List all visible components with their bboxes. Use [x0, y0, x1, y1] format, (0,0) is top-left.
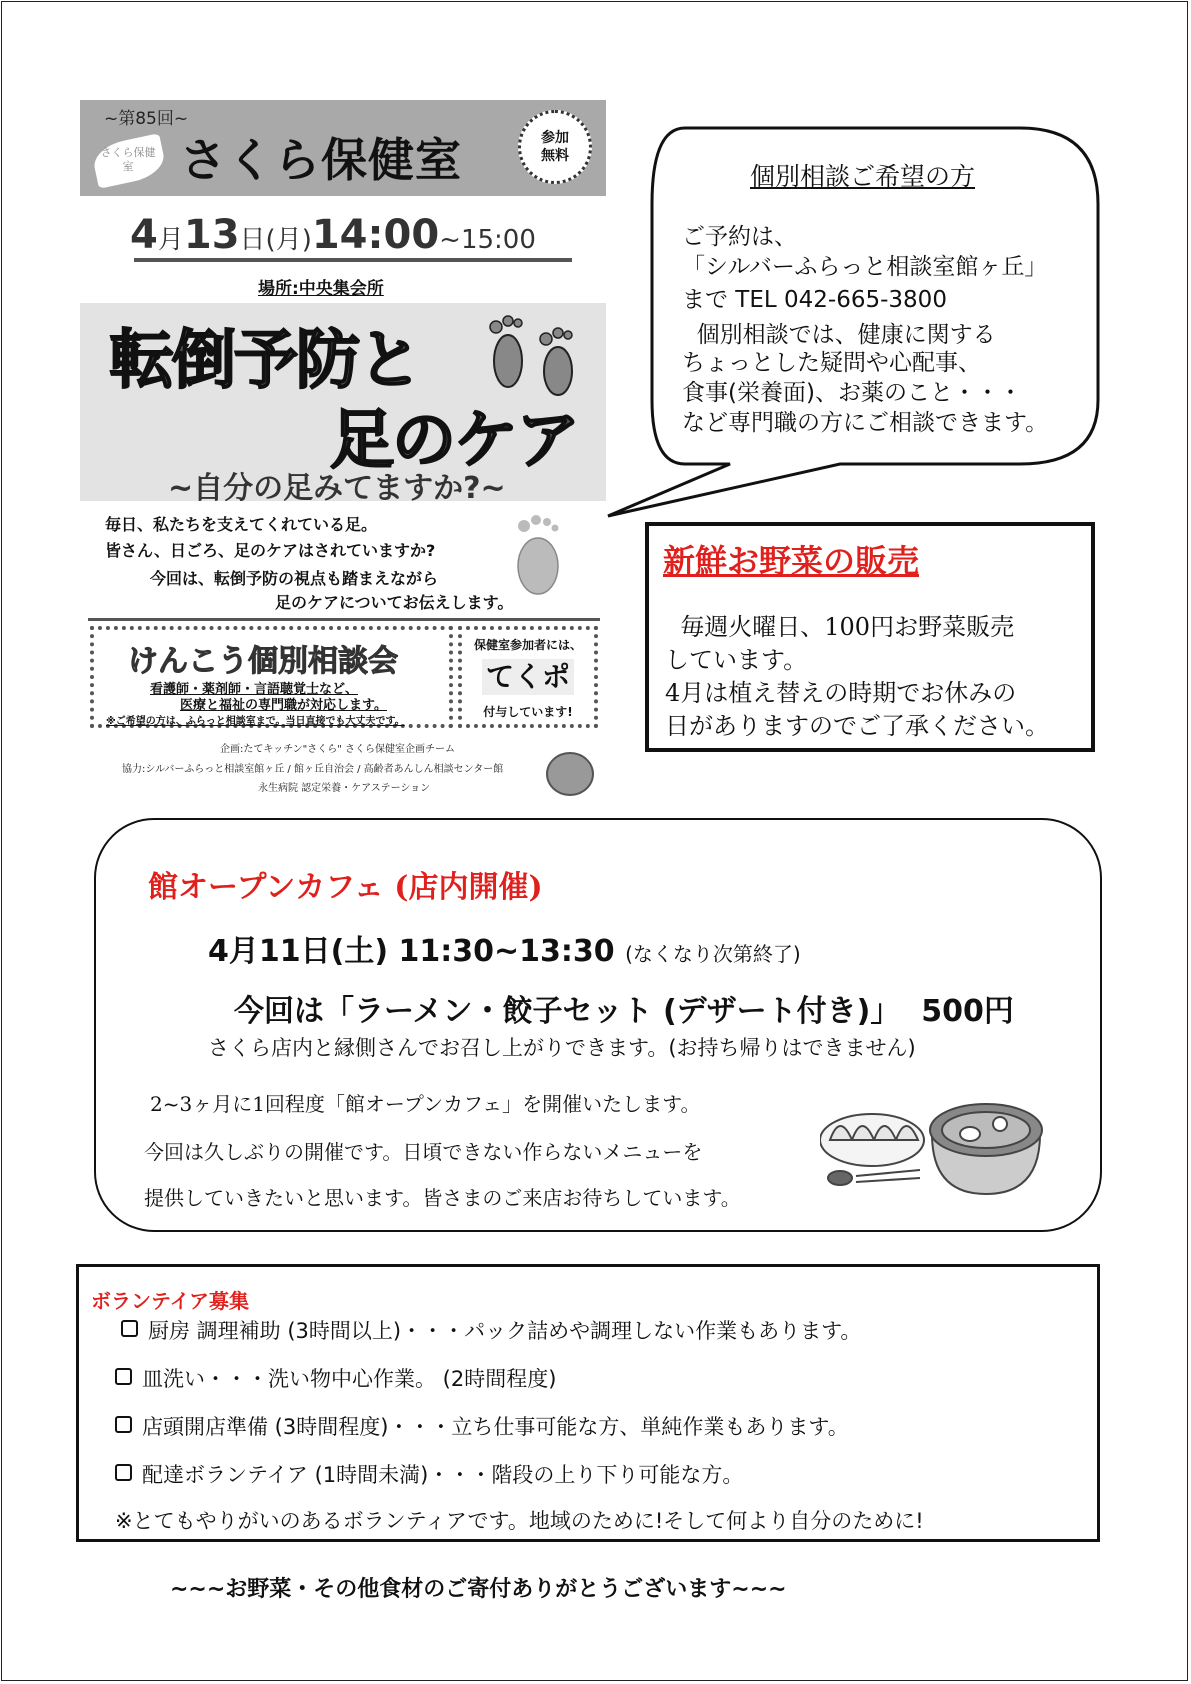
- checkbox-icon: [115, 1368, 132, 1385]
- intro-line-4: 足のケアについてお伝えします。: [275, 593, 514, 612]
- poster-header: [80, 100, 606, 196]
- consult-box: [90, 626, 453, 728]
- tekupo-logo: てくポ: [482, 659, 574, 695]
- vegetable-line-2: しています。: [665, 646, 808, 674]
- intro-line-1: 毎日、私たちを支えてくれている足。: [105, 515, 378, 534]
- date-start: 14:00: [311, 212, 440, 258]
- intro-line-3: 今回は、転倒予防の視点も踏まえながら: [150, 569, 439, 588]
- feature-banner: [80, 303, 606, 506]
- consult-line-2: 医療と福祉の専門職が対応します。: [180, 698, 387, 713]
- credits-line-1: 企画:たてキッチン"さくら" さくら保健室企画チーム: [220, 744, 456, 755]
- volunteer-item: [121, 1315, 861, 1345]
- callout-phone: まで TEL 042-665-3800: [682, 287, 947, 313]
- cafe-paragraph-3: 提供していきたいと思います。皆さまのご来店お待ちしています。: [144, 1186, 741, 1210]
- badge-line-1: 参加: [541, 130, 569, 146]
- vegetable-line-3: 4月は植え替えの時期でお休みの: [665, 679, 1017, 707]
- checkbox-icon: [115, 1416, 132, 1433]
- date-weekday: (月): [265, 225, 312, 255]
- volunteer-item: [115, 1459, 743, 1489]
- vegetable-sale-title: 新鮮お野菜の販売: [663, 542, 920, 580]
- cafe-paragraph-2: 今回は久しぶりの開催です。日頃できない作らないメニューを: [144, 1140, 703, 1164]
- footer-thanks: ~~~お野菜・その他食材のご寄付ありがとうございます~~~: [170, 1577, 787, 1602]
- date-end: ~15:00: [439, 225, 536, 255]
- callout-line-5: ちょっとした疑問や心配事、: [682, 350, 981, 376]
- consult-line-1: 看護師・薬剤師・言語聴覚士など、: [150, 682, 359, 697]
- ramen-gyoza-illustration: [820, 1090, 1050, 1200]
- open-cafe-box: [94, 818, 1102, 1232]
- consult-note: ※ご希望の方は、ふらっと相談室まで。当日直接でも大丈夫です。: [106, 716, 405, 727]
- callout-line-4: 個別相談では、健康に関する: [682, 322, 996, 348]
- credits-line-2: 協力:シルバーふらっと相談室館ヶ丘 / 館ヶ丘自治会 / 高齢者あんしん相談センター館: [122, 764, 504, 775]
- poster-title: さくら保健室: [180, 133, 462, 187]
- sakura-logo: [546, 752, 594, 796]
- checkbox-icon: [115, 1464, 132, 1481]
- cafe-paragraph-1: 2~3ヶ月に1回程度「館オープンカフェ」を開催いたします。: [150, 1092, 701, 1116]
- callout-line-1: ご予約は、: [682, 224, 797, 250]
- checkbox-icon: [121, 1320, 138, 1337]
- logo-text: さくら保健室: [100, 146, 156, 173]
- tekupo-bottom: 付与しています!: [483, 705, 573, 719]
- volunteer-item-text: 厨房 調理補助 (3時間以上)・・・パック詰めや調理しない作業もあります。: [148, 1319, 862, 1343]
- feature-subtitle: ~自分の足みてますか?~: [168, 471, 506, 506]
- volunteer-item-text: 店頭開店準備 (3時間程度)・・・立ち仕事可能な方、単純作業もあります。: [142, 1415, 849, 1439]
- episode-label: ~第85回~: [104, 109, 189, 129]
- event-date: [130, 212, 536, 258]
- consult-title: けんこう個別相談会: [128, 644, 398, 679]
- date-month: 4: [130, 212, 158, 258]
- footprints-icon: [480, 309, 590, 399]
- feature-line-2: 足のケア: [330, 404, 578, 478]
- foot-icon: [510, 512, 570, 596]
- tekupo-top: 保健室参加者には、: [473, 638, 582, 652]
- volunteer-item: [115, 1411, 849, 1441]
- tekupo-box: [458, 626, 598, 728]
- date-day-unit: 日: [239, 225, 266, 255]
- credits-line-3: 永生病院 認定栄養・ケアステーション: [258, 783, 431, 794]
- cafe-date: [208, 926, 801, 970]
- callout-title: 個別相談ご希望の方: [750, 162, 976, 191]
- cafe-menu: 今回は「ラーメン・餃子セット (デザート付き)」 500円: [234, 994, 1014, 1029]
- cafe-title: 館オープンカフェ (店内開催): [148, 870, 543, 905]
- callout-line-2: 「シルバーふらっと相談室館ヶ丘」: [682, 254, 1048, 280]
- cafe-sub: さくら店内と縁側さんでお召し上がりできます。(お持ち帰りはできません): [208, 1036, 916, 1060]
- free-badge: [518, 110, 592, 184]
- event-place: 場所:中央集会所: [258, 279, 384, 299]
- volunteer-title: ボランテイア募集: [91, 1289, 249, 1313]
- volunteer-item: [115, 1363, 556, 1393]
- vegetable-line-4: 日がありますのでご了承ください。: [665, 712, 1049, 740]
- badge-line-2: 無料: [541, 148, 569, 164]
- vegetable-sale-box: [645, 522, 1095, 752]
- cafe-date-note: (なくなり次第終了): [625, 942, 801, 966]
- feature-line-1: 転倒予防と: [110, 324, 420, 398]
- cafe-date-time: 4月11日(土) 11:30~13:30: [208, 934, 615, 969]
- date-month-unit: 月: [157, 225, 184, 255]
- vegetable-line-1: 毎週火曜日、100円お野菜販売: [665, 613, 1015, 641]
- date-underline: [134, 258, 572, 262]
- date-day: 13: [183, 212, 240, 258]
- callout-line-6: 食事(栄養面)、お薬のこと・・・: [682, 380, 1022, 406]
- section-divider: [88, 618, 600, 621]
- callout-line-7: など専門職の方にご相談できます。: [682, 410, 1049, 436]
- intro-line-2: 皆さん、日ごろ、足のケアはされていますか?: [105, 541, 436, 560]
- volunteer-item-text: 配達ボランテイア (1時間未満)・・・階段の上り下り可能な方。: [142, 1463, 744, 1487]
- volunteer-item-text: 皿洗い・・・洗い物中心作業。 (2時間程度): [142, 1367, 557, 1391]
- volunteer-box: [76, 1264, 1100, 1542]
- volunteer-note: ※とてもやりがいのあるボランティアです。地域のために!そして何より自分のために!: [115, 1509, 924, 1533]
